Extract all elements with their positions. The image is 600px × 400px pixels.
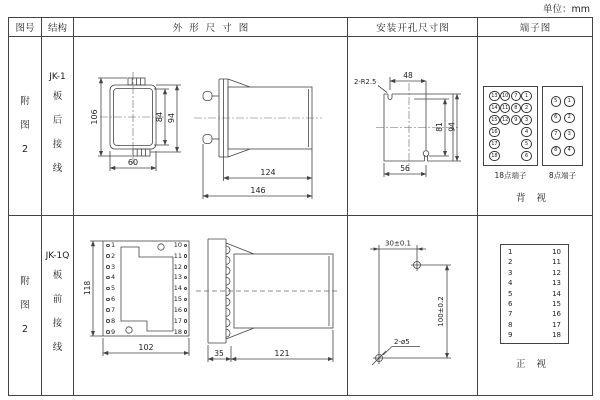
terminal-numbers-right <box>552 249 561 339</box>
front-pins-left <box>106 242 115 335</box>
pin-hole-icon <box>106 287 110 291</box>
pin <box>508 291 512 298</box>
pin <box>174 318 187 325</box>
terminal-number: 12 <box>500 115 511 126</box>
pin <box>174 307 187 314</box>
dim-94: 94 <box>167 112 176 124</box>
pin <box>106 264 115 271</box>
row1-mounting-drawing <box>348 37 478 216</box>
unit-label: 单位：mm <box>542 4 590 15</box>
pin <box>552 332 561 339</box>
pin <box>508 249 512 256</box>
row2-side-dimensions <box>208 330 333 362</box>
pin-number: 14 <box>173 284 182 293</box>
row2-wiring-label: 板前接线 <box>52 270 63 353</box>
terminal-grid-18 <box>484 87 537 165</box>
terminal-box-18 <box>483 86 538 166</box>
header-cell-outline <box>74 18 348 37</box>
pin-hole-icon <box>184 298 188 302</box>
terminal-number: 2 <box>521 103 532 114</box>
row2-figure-cell <box>9 216 42 395</box>
terminal-number: 14 <box>489 103 500 114</box>
row2-model-label: JK-1Q <box>45 251 70 261</box>
pin-number: 2 <box>508 258 513 267</box>
header-mounting-label: 安装开孔尺寸图 <box>376 23 450 34</box>
dim-35: 35 <box>214 349 224 358</box>
dim-84: 84 <box>155 111 164 123</box>
front-pins-right <box>169 242 187 335</box>
terminal-number: 16 <box>489 127 500 138</box>
row2-mounting-dimensions <box>370 240 451 359</box>
terminal-number: 17 <box>489 139 500 150</box>
spec-table <box>8 17 593 396</box>
pin <box>552 301 561 308</box>
row1-front-dimensions <box>90 78 181 171</box>
header-figure-label: 图号 <box>15 23 35 34</box>
pin-hole-icon <box>106 319 110 323</box>
terminal-number: 1 <box>564 96 575 107</box>
row2-figure-label: 附图2 <box>20 275 30 335</box>
pin <box>552 322 561 329</box>
pin-number: 16 <box>552 310 561 319</box>
pin-number: 8 <box>111 316 116 325</box>
pin <box>552 291 561 298</box>
pin <box>508 332 512 339</box>
pin-hole-icon <box>106 276 110 280</box>
pin-number: 12 <box>552 268 561 277</box>
pin <box>508 280 512 287</box>
terminal-box-front <box>500 244 569 344</box>
pin-number: 9 <box>508 331 513 339</box>
pin <box>106 274 115 281</box>
header-cell-figure <box>9 18 42 37</box>
dim-100: 100±0.2 <box>437 296 445 327</box>
header-cell-mounting <box>348 18 478 37</box>
pin <box>106 296 115 303</box>
row1-outline-cell <box>74 37 348 216</box>
pin-hole-icon <box>184 319 188 323</box>
row2-mounting-drawing <box>348 216 478 395</box>
back-view-label: 背 视 <box>515 193 551 204</box>
terminal-8-label: 8点端子 <box>548 171 577 180</box>
pin-hole-icon <box>184 287 188 291</box>
dim-60: 60 <box>127 158 139 167</box>
terminal-number: 10 <box>500 91 511 102</box>
pin-number: 5 <box>508 289 513 298</box>
pin <box>106 253 115 260</box>
terminal-number: 3 <box>564 129 575 140</box>
pin-number: 11 <box>552 258 561 267</box>
dim-118: 118 <box>83 280 92 296</box>
mounting-holes <box>372 259 423 365</box>
pin <box>552 270 561 277</box>
terminal-box-8 <box>542 86 583 166</box>
header-outline-label: 外形尺寸图 <box>172 23 256 34</box>
row2-terminal-cell <box>478 216 592 395</box>
header-structure-label: 结构 <box>47 23 67 34</box>
pin-number: 13 <box>173 273 182 282</box>
pin-hole-icon <box>106 308 110 312</box>
pin-number: 7 <box>508 310 513 319</box>
pin <box>106 329 115 336</box>
pin-hole-icon <box>184 265 188 269</box>
terminal-number: 4 <box>564 146 575 157</box>
pin-number: 14 <box>552 289 561 298</box>
pin-number: 1 <box>508 248 513 256</box>
terminal-number: 2 <box>564 113 575 124</box>
row2-structure-cell <box>42 216 74 395</box>
pin-hole-icon <box>106 254 110 258</box>
dim-146: 146 <box>250 186 266 195</box>
front-view-label: 正 视 <box>515 359 551 370</box>
relay-side-view-q <box>196 239 340 343</box>
pin-number: 11 <box>173 251 182 260</box>
terminal-number: 5 <box>551 96 562 107</box>
pin-number: 9 <box>111 327 116 336</box>
pin-number: 18 <box>552 331 561 339</box>
row2-mounting-cell <box>348 216 478 395</box>
pin <box>552 259 561 266</box>
terminal-number: 7 <box>551 129 562 140</box>
pin <box>508 311 512 318</box>
pin <box>174 242 187 249</box>
pin <box>106 307 115 314</box>
row2-outline-cell <box>74 216 348 395</box>
pin-hole-icon <box>106 298 110 302</box>
pin <box>552 311 561 318</box>
pin <box>174 285 187 292</box>
pin-number: 1 <box>111 241 116 249</box>
dim-94-mounting: 94 <box>447 122 457 132</box>
pin <box>106 285 115 292</box>
pin <box>552 280 561 287</box>
corner-radius-label: 2-R2.5 <box>354 78 377 86</box>
pin <box>174 296 187 303</box>
pin-hole-icon <box>184 308 188 312</box>
terminal-number: 3 <box>521 115 532 126</box>
pin <box>174 329 187 336</box>
dim-124: 124 <box>260 168 276 177</box>
relay-side-view <box>194 79 322 157</box>
row1-figure-label: 附图2 <box>20 96 30 155</box>
pin <box>106 318 115 325</box>
terminal-number: 13 <box>489 91 500 102</box>
pin-number: 5 <box>111 284 116 293</box>
row1-figure-cell <box>9 37 42 216</box>
pin <box>174 264 187 271</box>
pin-hole-icon <box>106 330 110 334</box>
row1-structure-cell <box>42 37 74 216</box>
pin <box>508 270 512 277</box>
pin-number: 16 <box>173 305 182 314</box>
pin-number: 17 <box>552 320 561 329</box>
dim-102: 102 <box>138 343 154 352</box>
terminal-number: 8 <box>551 146 562 157</box>
row1-wiring-label: 板后接线 <box>52 90 63 174</box>
pin-number: 15 <box>173 295 182 304</box>
pin-number: 18 <box>173 327 182 336</box>
pin <box>508 259 512 266</box>
pin-number: 17 <box>173 316 182 325</box>
dim-48: 48 <box>403 71 413 80</box>
header-cell-structure <box>42 18 74 37</box>
pin-hole-icon <box>184 244 188 248</box>
pin-number: 15 <box>552 299 561 308</box>
terminal-number: 6 <box>551 113 562 124</box>
pin <box>106 242 115 249</box>
pin-number: 3 <box>508 268 513 277</box>
pin <box>174 253 187 260</box>
terminal-18-label: 18点端子 <box>494 171 527 180</box>
pin-number: 10 <box>552 248 561 256</box>
pin-number: 2 <box>111 251 116 260</box>
pin-number: 7 <box>111 305 116 314</box>
pin <box>508 322 512 329</box>
pin <box>174 274 187 281</box>
pin-hole-icon <box>184 330 188 334</box>
pin-number: 4 <box>111 273 116 282</box>
dim-81: 81 <box>435 122 444 132</box>
terminal-number: 6 <box>521 151 532 162</box>
header-terminal-label: 端子图 <box>519 23 552 34</box>
pin-number: 12 <box>173 262 182 271</box>
dim-56: 56 <box>400 164 410 173</box>
terminal-number: 18 <box>489 151 500 162</box>
pin <box>508 301 512 308</box>
pin <box>552 249 561 256</box>
row1-terminal-cell <box>478 37 592 216</box>
pin-number: 8 <box>508 320 513 329</box>
pin-number: 4 <box>508 279 513 288</box>
pin-number: 6 <box>111 295 116 304</box>
pin-hole-icon <box>106 244 110 248</box>
terminal-number: 15 <box>489 115 500 126</box>
pin-hole-icon <box>184 254 188 258</box>
terminal-number: 4 <box>521 127 532 138</box>
terminal-number: 5 <box>521 139 532 150</box>
hole-diameter-label: 2-ø5 <box>394 338 410 346</box>
terminal-grid-8 <box>543 87 582 165</box>
dim-121: 121 <box>274 349 290 358</box>
pin-number: 6 <box>508 299 513 308</box>
terminal-number: 1 <box>521 91 532 102</box>
pin-hole-icon <box>184 276 188 280</box>
pin-number: 10 <box>173 241 182 249</box>
row1-mounting-cell <box>348 37 478 216</box>
terminal-numbers-left <box>508 249 512 339</box>
dim-106: 106 <box>90 109 99 125</box>
pin-number: 3 <box>111 262 116 271</box>
terminal-number: 9 <box>511 115 522 126</box>
pin-hole-icon <box>106 265 110 269</box>
dim-30: 30±0.1 <box>385 239 411 248</box>
terminal-number: 11 <box>500 103 511 114</box>
row1-outline-drawing <box>74 37 348 216</box>
header-cell-terminal <box>478 18 592 37</box>
terminal-number: 7 <box>511 91 522 102</box>
terminal-number: 8 <box>511 103 522 114</box>
pin-number: 13 <box>552 279 561 288</box>
row1-model-label: JK-1 <box>49 71 66 82</box>
